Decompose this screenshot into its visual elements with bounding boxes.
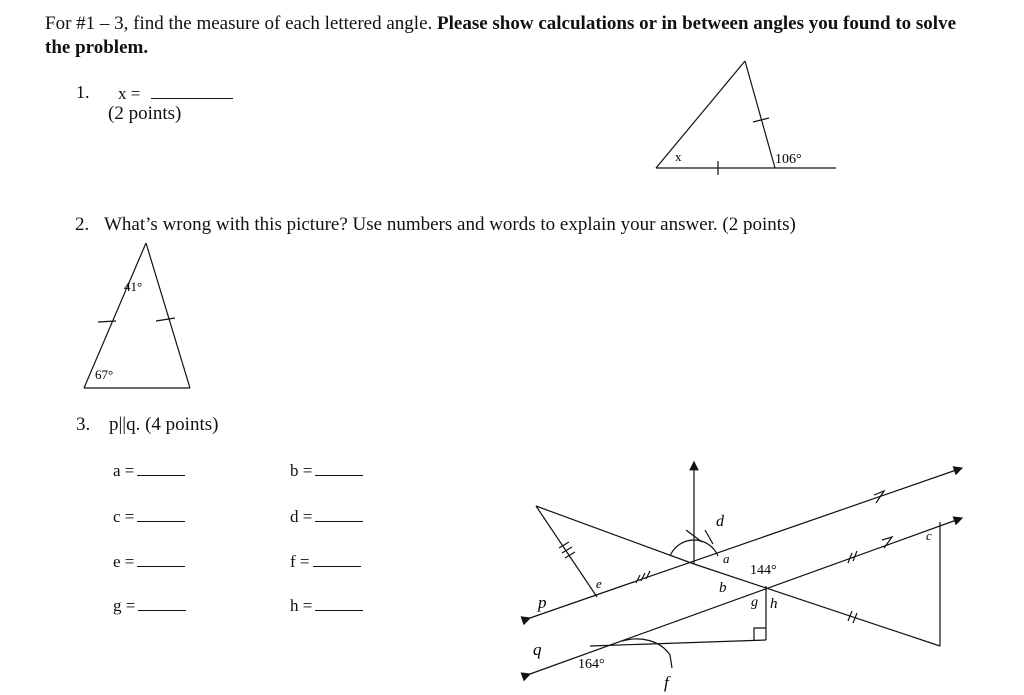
q1-points: (2 points) (108, 103, 182, 124)
angle-164: 164° (578, 657, 605, 672)
angle-h: h (770, 596, 778, 612)
q3-answer-g: g = (113, 596, 186, 616)
q1-number: 1. (76, 82, 90, 102)
q3-answer-e: e = (113, 552, 185, 572)
right-angle-mark (754, 628, 766, 640)
q1-answer-label: x = (118, 84, 141, 103)
angle-f: f (664, 673, 669, 692)
angle-g: g (751, 595, 758, 610)
q2-angle-41: 41° (124, 279, 143, 294)
q3-answer-d: d = (290, 507, 363, 527)
left-triangle-left-side (536, 506, 597, 597)
q2-angle-67: 67° (95, 367, 114, 382)
label-p: p (538, 593, 547, 612)
angle-b: b (719, 580, 727, 596)
right-triangle-hypotenuse (694, 564, 940, 646)
q3-answer-c: c = (113, 507, 185, 527)
q3-answer-f: f = (290, 552, 361, 572)
angle-c: c (926, 528, 932, 543)
label-q: q (533, 640, 542, 659)
q1-angle-x: x (675, 149, 682, 164)
angle-144: 144° (750, 563, 777, 578)
q3-answer-a: a = (113, 461, 185, 481)
q2-number: 2. (75, 214, 90, 235)
q1-angle-106: 106° (775, 152, 802, 167)
instructions-plain: For #1 – 3, find the measure of each lettered angle. (45, 13, 433, 34)
q3-text: p||q. (4 points) (109, 414, 219, 435)
angle-d: d (716, 513, 724, 530)
angle-a: a (723, 551, 730, 566)
q2-text: What’s wrong with this picture? Use numbers and words to explain your answer. (2 points) (104, 214, 796, 235)
q3-answer-b: b = (290, 461, 363, 481)
q3-number: 3. (76, 414, 91, 435)
angle-e: e (596, 576, 602, 591)
instructions-bold: Please show calculations or in between angles you found to solve the problem. (45, 13, 957, 58)
q3-answer-h: h = (290, 596, 363, 616)
